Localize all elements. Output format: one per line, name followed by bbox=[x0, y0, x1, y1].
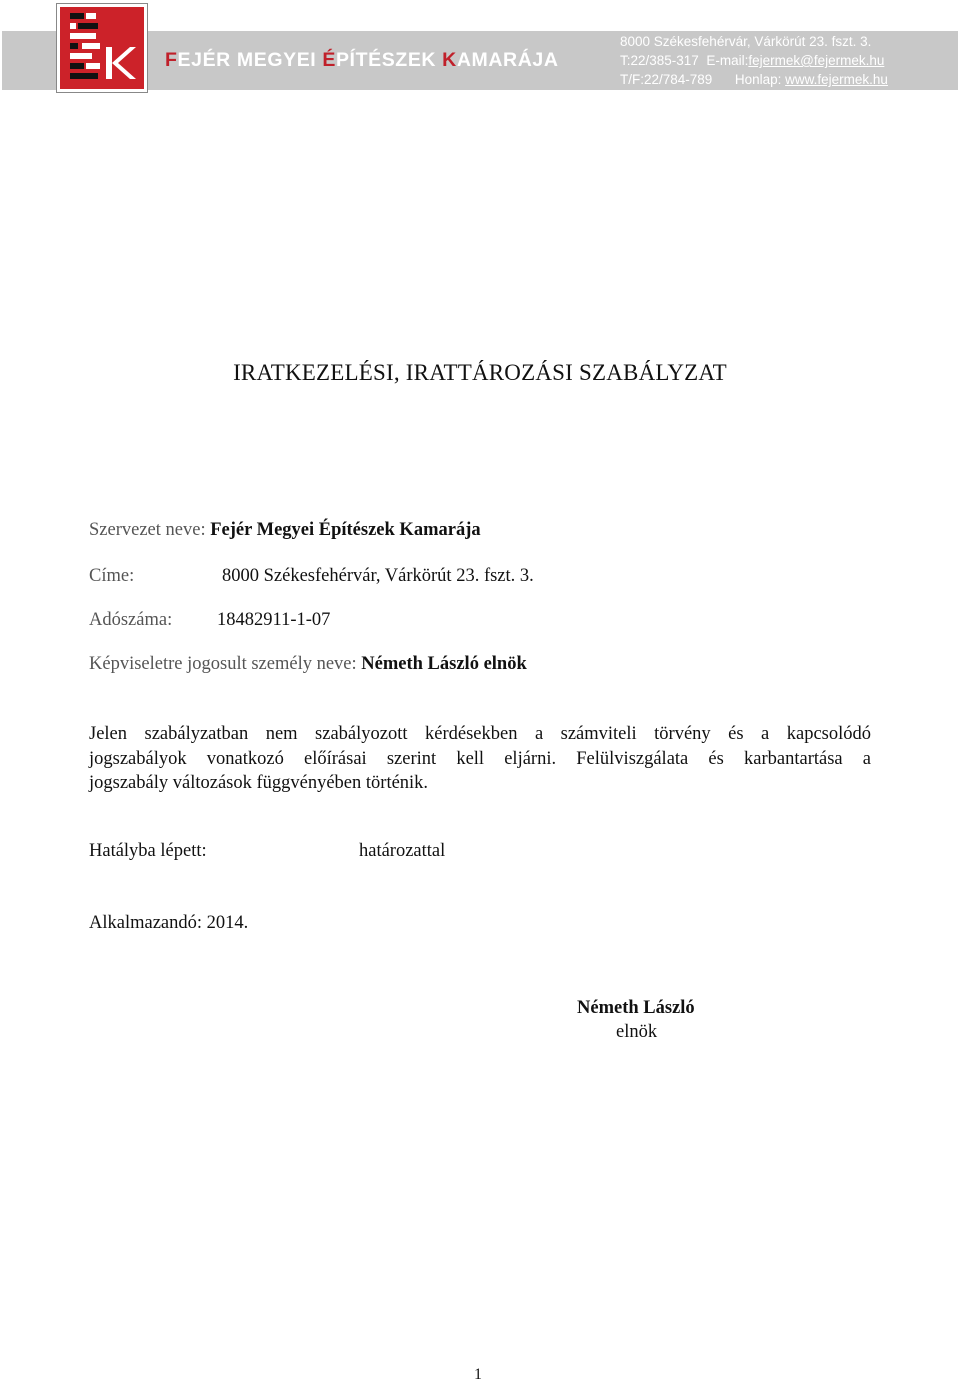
header-address: 8000 Székesfehérvár, Várkörút 23. fszt. 3. bbox=[620, 34, 872, 49]
tax-row bbox=[89, 610, 172, 631]
paragraph-line: jogszabályok vonatkozó előírásai szerint kell eljárni. Felülviszgálata és karbantartása a bbox=[89, 748, 871, 769]
paragraph-line: jogszabály változások függvényében történik. bbox=[89, 773, 429, 793]
address-value: 8000 Székesfehérvár, Várkörút 23. fszt. 3. bbox=[222, 566, 534, 586]
signature-name: Németh László bbox=[577, 998, 695, 1018]
effective-label: Hatályba lépett: bbox=[89, 841, 207, 861]
address-row bbox=[89, 566, 134, 587]
header-web-label: Honlap: bbox=[734, 72, 782, 87]
email-link[interactable]: fejermek@fejermek.hu bbox=[748, 53, 885, 68]
representative-row bbox=[89, 654, 527, 675]
page-number: 1 bbox=[474, 1366, 482, 1383]
header-email-label: E-mail: bbox=[706, 53, 749, 68]
representative-label: Képviseletre jogosult személy neve: bbox=[89, 654, 357, 674]
tax-label: Adószáma: bbox=[89, 610, 173, 630]
representative-value: Németh László elnök bbox=[361, 654, 527, 674]
tax-value: 18482911-1-07 bbox=[217, 610, 331, 630]
signature-role: elnök bbox=[616, 1022, 658, 1042]
website-link[interactable]: www.fejermek.hu bbox=[785, 72, 888, 87]
effective-value: határozattal bbox=[359, 841, 446, 861]
document-title: IRATKEZELÉSI, IRATTÁROZÁSI SZABÁLYZAT bbox=[233, 360, 727, 385]
org-name-value: Fejér Megyei Építészek Kamarája bbox=[210, 520, 481, 540]
body-paragraph bbox=[89, 722, 871, 796]
org-name-row bbox=[89, 520, 481, 541]
paragraph-line: Jelen szabályzatban nem szabályozott kérdésekben a számviteli törvény és a kapcsolódó bbox=[89, 724, 871, 744]
address-label: Címe: bbox=[89, 566, 135, 586]
organization-name: FEJÉR MEGYEI ÉPÍTÉSZEK KAMARÁJA bbox=[165, 49, 559, 71]
org-name-label: Szervezet neve: bbox=[89, 520, 206, 540]
header-fax-web bbox=[620, 72, 888, 87]
header-phone-email bbox=[620, 53, 884, 68]
header-phone: T:22/385-317 bbox=[620, 53, 699, 68]
applicable-year: Alkalmazandó: 2014. bbox=[89, 913, 249, 933]
header-fax: T/F:22/784-789 bbox=[620, 72, 713, 87]
chamber-logo bbox=[56, 3, 148, 93]
